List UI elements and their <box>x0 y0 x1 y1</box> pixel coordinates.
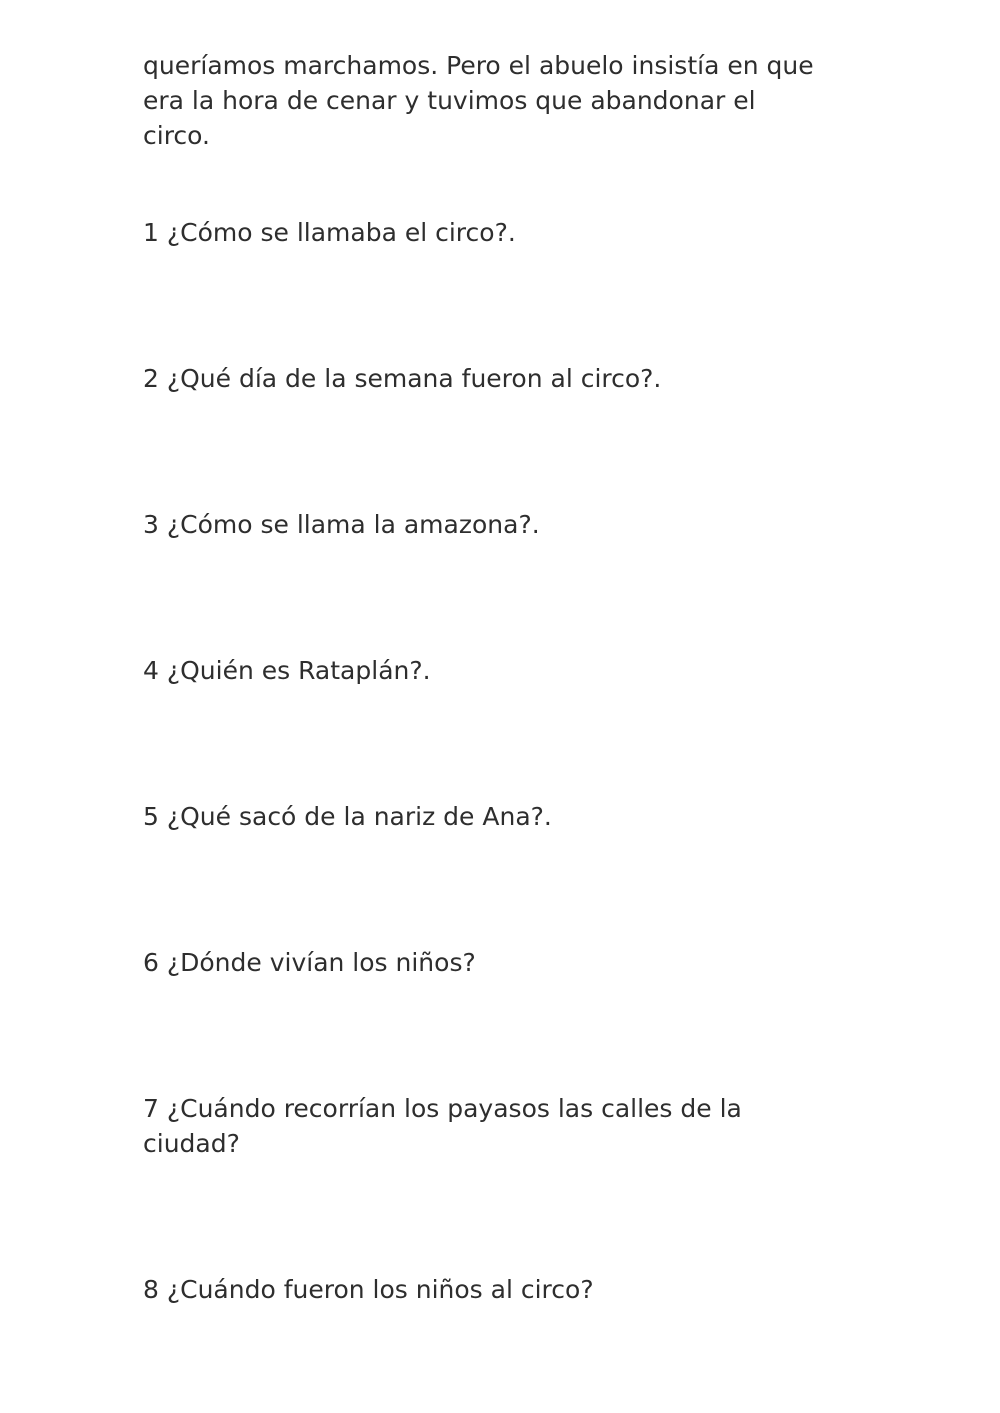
story-line: era la hora de cenar y tuvimos que abandonar el <box>143 86 756 115</box>
question-1 <box>143 215 883 250</box>
question-text: 1 ¿Cómo se llamaba el circo?. <box>143 218 516 247</box>
question-text: 8 ¿Cuándo fueron los niños al circo? <box>143 1275 594 1304</box>
question-5 <box>143 799 883 834</box>
question-7 <box>143 1091 883 1161</box>
question-text: 5 ¿Qué sacó de la nariz de Ana?. <box>143 802 552 831</box>
question-text: 4 ¿Quién es Rataplán?. <box>143 656 431 685</box>
question-text: 2 ¿Qué día de la semana fueron al circo?. <box>143 364 662 393</box>
question-text: ciudad? <box>143 1129 240 1158</box>
story-ending-paragraph <box>143 48 883 153</box>
question-3 <box>143 507 883 542</box>
question-6 <box>143 945 883 980</box>
question-text: 7 ¿Cuándo recorrían los payasos las calles de la <box>143 1094 742 1123</box>
question-text: 6 ¿Dónde vivían los niños? <box>143 948 476 977</box>
question-4 <box>143 653 883 688</box>
question-2 <box>143 361 883 396</box>
question-text: 3 ¿Cómo se llama la amazona?. <box>143 510 540 539</box>
story-line: queríamos marchamos. Pero el abuelo insistía en que <box>143 51 814 80</box>
question-8 <box>143 1272 883 1307</box>
story-line: circo. <box>143 121 210 150</box>
